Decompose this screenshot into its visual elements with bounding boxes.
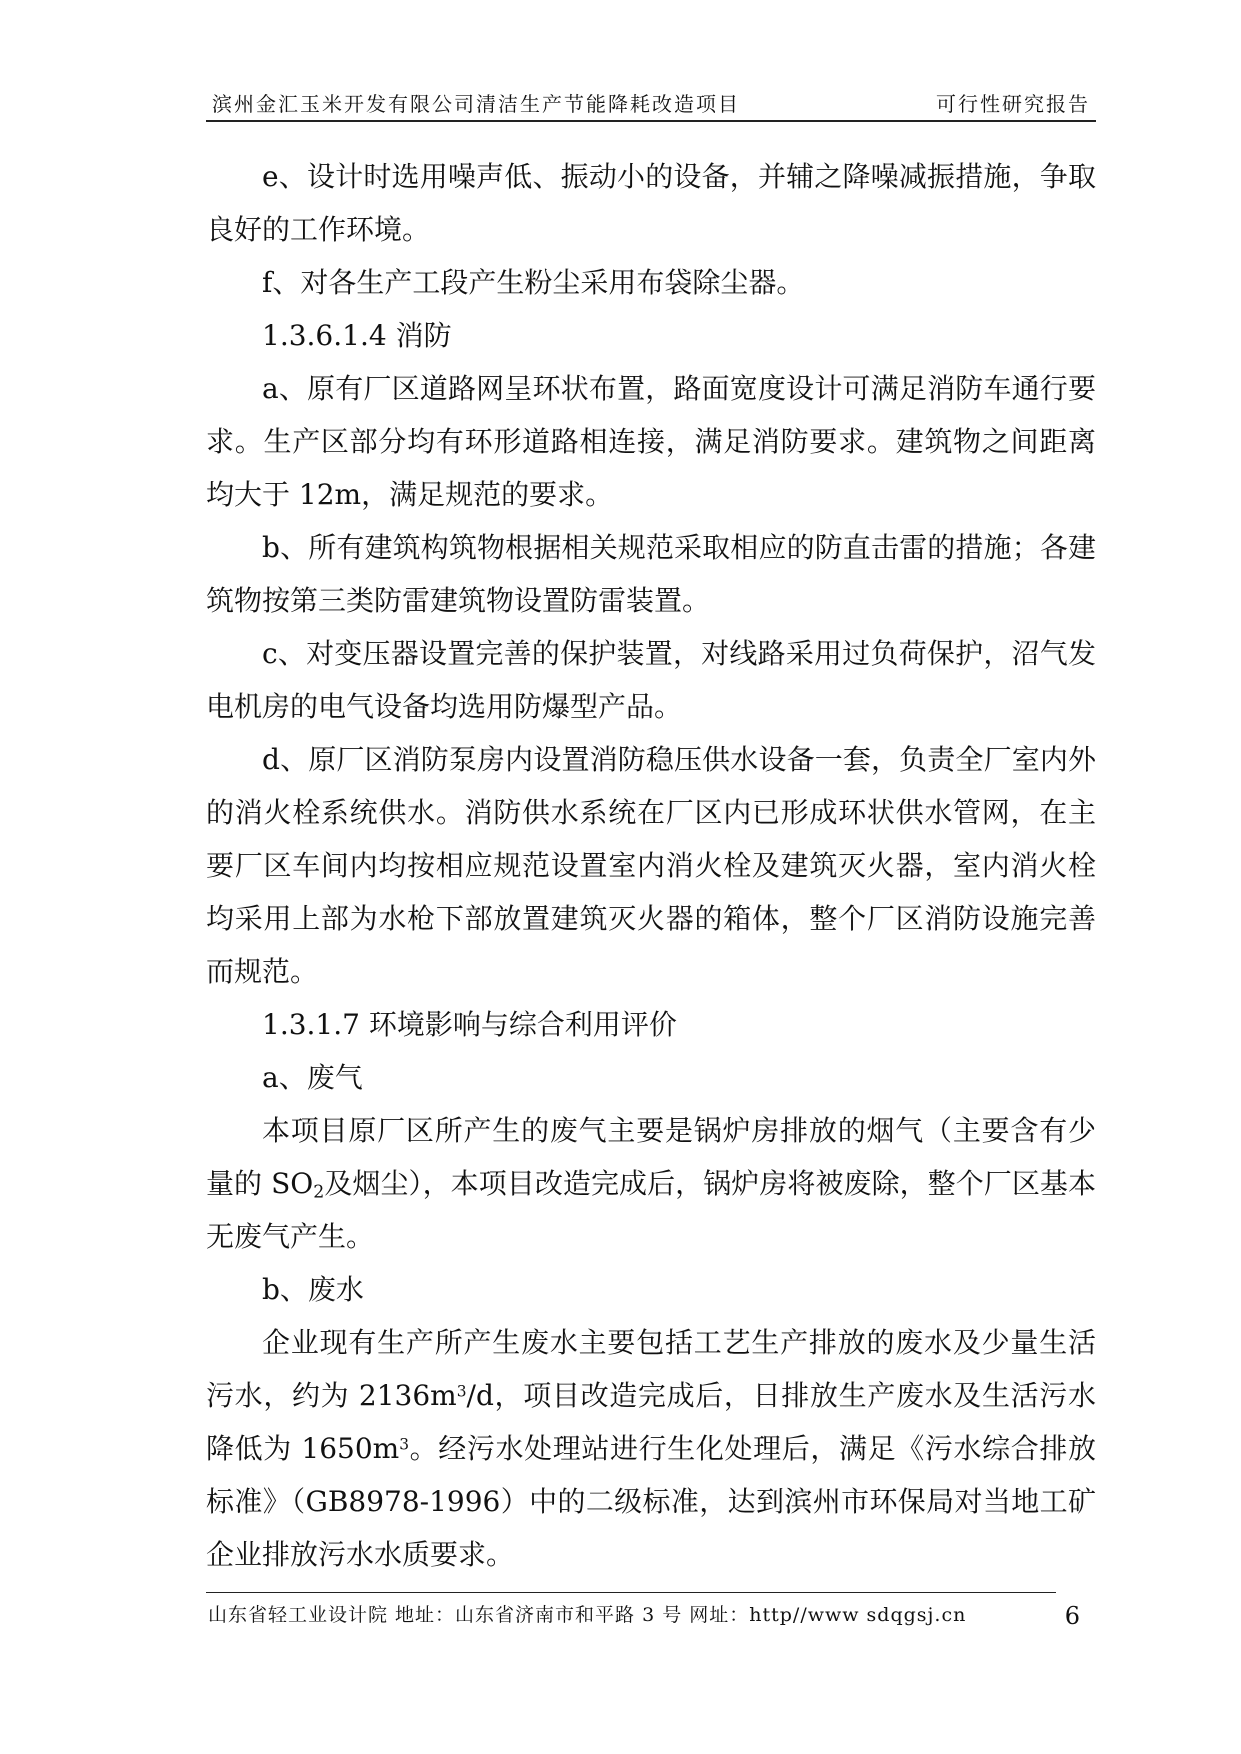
cubic-superscript-1: 3 xyxy=(456,1382,467,1401)
paragraph-f-dust: f、对各生产工段产生粉尘采用布袋除尘器。 xyxy=(262,266,805,299)
cubic-superscript-2: 3 xyxy=(399,1435,410,1454)
paragraph-a-fire-roads: a、原有厂区道路网呈环状布置，路面宽度设计可满足消防车通行要求。生产区部分均有环形道路相连接，满足消防要求。建筑物之间距离均大于 12m，满足规范的要求。 xyxy=(206,372,1096,511)
paragraph-waste-gas xyxy=(206,1104,1096,1263)
paragraph-e-noise: e、设计时选用噪声低、振动小的设备，并辅之降噪减振措施，争取良好的工作环境。 xyxy=(206,160,1096,246)
header-doc-type: 可行性研究报告 xyxy=(936,92,1090,116)
waste-water-text-1: 企业现有生产所产生废水主要包括工艺生产排放的废水及少量生活污水，约为 2136m xyxy=(206,1326,1096,1412)
heading-waste-gas: a、废气 xyxy=(262,1061,363,1094)
waste-water-text-2: /d，项目改造完成后，日排放生产废水及生活污水降低为 1650m xyxy=(206,1379,1096,1465)
paragraph-b-lightning: b、所有建筑构筑物根据相关规范采取相应的防直击雷的措施；各建筑物按第三类防雷建筑物设置防雷装置。 xyxy=(206,531,1096,617)
heading-environmental-impact: 1.3.1.7 环境影响与综合利用评价 xyxy=(262,1008,677,1041)
heading-waste-water: b、废水 xyxy=(262,1273,364,1306)
so2-subscript: 2 xyxy=(313,1182,325,1203)
paragraph-c-electrical: c、对变压器设置完善的保护装置，对线路采用过负荷保护，沼气发电机房的电气设备均选用防爆型产品。 xyxy=(206,637,1096,723)
header-divider xyxy=(206,120,1096,122)
heading-fire-protection: 1.3.6.1.4 消防 xyxy=(262,319,452,352)
waste-gas-text-2: 及烟尘），本项目改造完成后，锅炉房将被废除，整个厂区基本无废气产生。 xyxy=(206,1167,1096,1253)
waste-gas-text-1: 本项目原厂区所产生的废气主要是锅炉房排放的烟气（主要含有少量的 SO xyxy=(206,1114,1096,1200)
waste-water-text-3: 。经污水处理站进行生化处理后，满足《污水综合排放标准》（GB8978-1996）中的二级标准，达到滨州市环保局对当地工矿企业排放污水水质要求。 xyxy=(206,1432,1096,1571)
header-title: 滨州金汇玉米开发有限公司清洁生产节能降耗改造项目 xyxy=(212,92,740,116)
document-body xyxy=(206,150,1096,1581)
paragraph-waste-water xyxy=(206,1316,1096,1581)
page-footer xyxy=(206,1600,1096,1630)
footer-divider xyxy=(206,1592,1056,1593)
page-number: 6 xyxy=(1064,1602,1080,1630)
footer-contact: 山东省轻工业设计院 地址：山东省济南市和平路 3 号 网址：http//www sdqgsj.cn xyxy=(208,1604,967,1626)
page-header xyxy=(206,86,1096,118)
paragraph-d-hydrants: d、原厂区消防泵房内设置消防稳压供水设备一套，负责全厂室内外的消火栓系统供水。消防供水系统在厂区内已形成环状供水管网，在主要厂区车间内均按相应规范设置室内消火栓及建筑灭火器，室内消火栓均采用上部为水枪下部放置建筑灭火器的箱体，整个厂区消防设施完善而规范。 xyxy=(206,743,1096,988)
